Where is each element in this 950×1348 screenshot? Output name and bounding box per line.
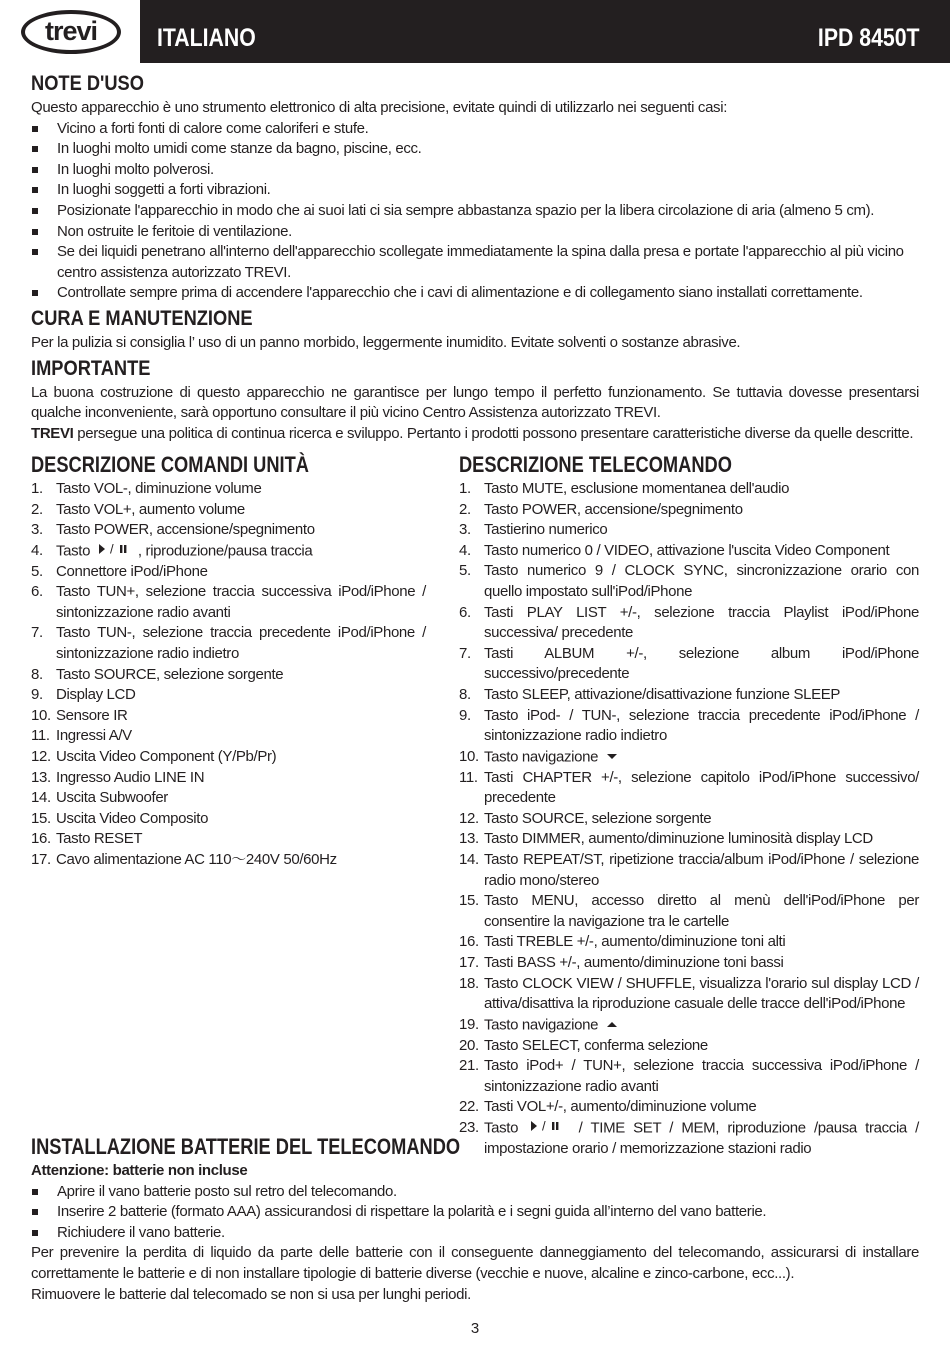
item-text: Tasto CLOCK VIEW / SHUFFLE, visualizza l'orario sul display LCD / attiva/disattiva la riproduzione casuale delle tracce dell'iPod/iPhone — [484, 974, 919, 1013]
list-item — [459, 1097, 919, 1118]
cura-text: Per la pulizia si consiglia l’ uso di un panno morbido, leggermente inumidito. Evitate solventi o sostanze abrasive. — [31, 333, 741, 351]
item-number: 5. — [459, 562, 471, 580]
item-text: Tasto VOL+, aumento volume — [56, 500, 245, 518]
item-text: Uscita Video Composito — [56, 809, 209, 827]
item-text: Tasto TUN+, selezione traccia successiva iPod/iPhone / sintonizzazione radio avanti — [56, 583, 426, 621]
importante-text-2-body: persegue una politica di continua ricerca e sviluppo. Pertanto i prodotti possono presentare caratteristiche diverse da quelle descritte. — [73, 424, 914, 442]
logo-text: trevi — [44, 15, 98, 46]
list-item — [459, 1015, 919, 1036]
list-item — [31, 850, 426, 871]
item-number: 6. — [31, 583, 43, 601]
item-text: Tasto iPod- / TUN-, selezione traccia precedente iPod/iPhone / sintonizzazione radio indietro — [484, 706, 919, 745]
list-item — [31, 562, 426, 583]
list-item — [459, 974, 919, 1015]
item-number: 15. — [31, 809, 51, 827]
list-item — [459, 541, 919, 562]
list-item: Richiudere il vano batterie. — [31, 1223, 919, 1244]
list-item — [31, 665, 426, 686]
item-text: Ingresso Audio LINE IN — [56, 768, 205, 786]
item-number: 21. — [459, 1057, 479, 1075]
item-number: 10. — [31, 706, 51, 724]
battery-warning: Attenzione: batterie non incluse — [31, 1162, 248, 1179]
list-item — [31, 706, 426, 727]
list-item: Posizionate l'apparecchio in modo che ai suoi lati ci sia sempre abbastanza spazio per la libera circolazione di aria (almeno 5 cm). — [31, 201, 919, 222]
unit-controls-column — [31, 451, 426, 871]
list-item: Aprire il vano batterie posto sul retro del telecomando. — [31, 1182, 919, 1203]
item-number: 7. — [31, 624, 43, 642]
item-text: Tasto REPEAT/ST, ripetizione traccia/album iPod/iPhone / selezione radio mono/stereo — [484, 850, 919, 889]
item-text: Tasti BASS +/-, aumento/diminuzione toni bassi — [484, 953, 784, 971]
item-number: 18. — [459, 974, 479, 992]
item-number: 8. — [459, 685, 471, 703]
list-item — [459, 747, 919, 768]
item-number: 10. — [459, 747, 479, 765]
list-item — [459, 685, 919, 706]
item-text: Tasto TUN-, selezione traccia precedente iPod/iPhone / sintonizzazione radio indietro — [56, 624, 426, 663]
item-text: Tasto POWER, accensione/spegnimento — [56, 521, 315, 539]
section-title-note-uso: NOTE D'USO — [31, 72, 144, 95]
importante-text: La buona costruzione di questo apparecchio ne garantisce per lungo tempo il perfetto funzionamento. Se tuttavia dovesse presentarsi qualche inconveniente, sarà opportuno consultare il più vicino Centro Assistenza autorizzato TREVI. — [31, 383, 919, 422]
item-text: Connettore iPod/iPhone — [56, 562, 208, 580]
item-number: 4. — [459, 541, 471, 559]
svg-text:/: / — [109, 542, 114, 555]
item-text-prefix: Tasto navigazione — [484, 747, 602, 765]
item-text: Tasto SOURCE, selezione sorgente — [56, 665, 284, 683]
item-number: 6. — [459, 603, 471, 621]
item-number: 14. — [31, 789, 51, 807]
page-number: 3 — [470, 1320, 480, 1337]
item-number: 5. — [31, 562, 43, 580]
section-title-batterie: INSTALLAZIONE BATTERIE DEL TELECOMANDO — [31, 1134, 461, 1159]
item-text: Cavo alimentazione AC 110～240V 50/60Hz — [56, 850, 337, 868]
item-number: 23. — [459, 1118, 479, 1136]
item-text: Tasto SOURCE, selezione sorgente — [484, 809, 712, 827]
list-item — [459, 520, 919, 541]
item-number: 1. — [459, 480, 471, 497]
section-title-telecomando: DESCRIZIONE TELECOMANDO — [459, 452, 732, 477]
importante-text-2 — [31, 424, 919, 445]
section-title-importante: IMPORTANTE — [31, 356, 151, 380]
battery-section — [31, 1133, 919, 1305]
list-item: Inserire 2 batterie (formato AAA) assicurandosi di rispettare la polarità e i segni guida all’interno del vano batterie. — [31, 1202, 919, 1223]
list-item — [459, 953, 919, 974]
list-item: In luoghi soggetti a forti vibrazioni. — [31, 180, 919, 201]
item-text: Tasto SLEEP, attivazione/disattivazione funzione SLEEP — [484, 685, 841, 703]
item-number: 17. — [31, 850, 51, 868]
item-text-prefix: Tasto navigazione — [484, 1015, 602, 1033]
list-item — [459, 809, 919, 830]
list-item — [459, 850, 919, 891]
item-text: Tasti CHAPTER +/-, selezione capitolo iPod/iPhone successivo/ precedente — [484, 768, 919, 807]
list-item — [31, 582, 426, 623]
list-item — [31, 829, 426, 850]
item-number: 13. — [31, 768, 51, 786]
list-item — [31, 747, 426, 768]
list-item — [31, 500, 426, 521]
list-item — [31, 685, 426, 706]
item-text: Display LCD — [56, 686, 136, 704]
unit-controls-list — [31, 479, 426, 871]
remote-controls-column — [459, 451, 919, 1159]
top-content — [31, 68, 919, 444]
item-text: Tasto DIMMER, aumento/diminuzione luminosità display LCD — [484, 830, 873, 848]
list-item: In luoghi molto umidi come stanze da bagno, piscine, ecc. — [31, 139, 919, 160]
item-number: 22. — [459, 1098, 479, 1116]
list-item — [31, 768, 426, 789]
list-item — [31, 479, 426, 500]
svg-text:/: / — [542, 1119, 546, 1132]
list-item: Non ostruite le feritoie di ventilazione. — [31, 222, 919, 243]
item-number: 12. — [459, 809, 479, 827]
item-number: 4. — [31, 541, 43, 559]
item-number: 14. — [459, 850, 479, 868]
list-item — [459, 932, 919, 953]
arrow-up-icon — [605, 1015, 619, 1036]
list-item — [459, 479, 919, 500]
item-text: Tasto MUTE, esclusione momentanea dell'audio — [484, 480, 790, 497]
item-text: Tasto VOL-, diminuzione volume — [56, 480, 262, 497]
item-text: Ingressi A/V — [56, 727, 132, 745]
list-item — [459, 1056, 919, 1097]
list-item — [459, 768, 919, 809]
item-number: 9. — [459, 706, 471, 724]
item-text: Tasto iPod+ / TUN+, selezione traccia successiva iPod/iPhone / sintonizzazione radio avanti — [484, 1057, 919, 1095]
item-text: Tasto MENU, accesso diretto al menù dell'iPod/iPhone per consentire la navigazione tra le cartelle — [484, 892, 919, 930]
item-number: 2. — [31, 500, 43, 518]
item-number: 17. — [459, 953, 479, 971]
list-item — [31, 623, 426, 664]
list-item — [459, 500, 919, 521]
play-pause-icon — [97, 541, 135, 562]
list-item — [459, 829, 919, 850]
item-text: Tasti PLAY LIST +/-, selezione traccia Playlist iPod/iPhone successiva/ precedente — [484, 603, 919, 642]
note-uso-list — [31, 119, 919, 304]
language-label: ITALIANO — [157, 24, 256, 52]
item-text: Tasto SELECT, conferma selezione — [484, 1036, 708, 1054]
list-item: In luoghi molto polverosi. — [31, 160, 919, 181]
item-number: 3. — [459, 521, 471, 539]
list-item — [459, 561, 919, 602]
brand-logo-area — [0, 0, 140, 63]
list-item — [31, 788, 426, 809]
section-title-unita: DESCRIZIONE COMANDI UNITÀ — [31, 452, 309, 477]
item-text-prefix: Tasto — [56, 542, 94, 560]
item-text: Tasti ALBUM +/-, selezione album iPod/iPhone successivo/precedente — [484, 644, 919, 683]
item-text: Tasto numerico 9 / CLOCK SYNC, sincronizzazione orario con quello impostato sull'iPod/iPhone — [484, 562, 919, 600]
item-number: 12. — [31, 747, 51, 765]
trevi-logo — [21, 10, 121, 54]
brand-name: TREVI — [31, 424, 74, 442]
item-text: Uscita Video Component (Y/Pb/Pr) — [56, 747, 277, 765]
item-number: 3. — [31, 521, 43, 539]
arrow-down-icon — [605, 747, 619, 768]
list-item: Se dei liquidi penetrano all'interno dell'apparecchio scollegate immediatamente la spina dalla presa e portate l'apparecchio al più vicino centro assistenza autorizzato TREVI. — [31, 242, 919, 283]
list-item — [459, 644, 919, 685]
item-number: 7. — [459, 644, 471, 662]
item-number: 8. — [31, 665, 43, 683]
list-item — [459, 1036, 919, 1057]
list-item: Controllate sempre prima di accendere l'apparecchio che i cavi di alimentazione e di collegamento siano installati correttamente. — [31, 283, 919, 304]
list-item — [459, 891, 919, 932]
item-text-prefix: Tasto — [484, 1119, 527, 1137]
list-item — [31, 541, 426, 562]
item-number: 2. — [459, 500, 471, 518]
item-text: Tastierino numerico — [484, 521, 608, 539]
list-item — [459, 603, 919, 644]
item-text: Sensore IR — [56, 706, 128, 724]
item-text: / TIME SET / MEM, riproduzione /pausa traccia / impostazione orario / memorizzazione stazioni radio — [484, 1119, 919, 1157]
item-text: Uscita Subwoofer — [56, 789, 168, 807]
item-text: Tasti TREBLE +/-, aumento/diminuzione toni alti — [484, 933, 786, 951]
item-text: , riproduzione/pausa traccia — [137, 542, 313, 560]
item-number: 16. — [31, 830, 51, 848]
remote-controls-list — [459, 479, 919, 1159]
page-header — [0, 0, 950, 63]
item-number: 13. — [459, 830, 479, 848]
item-number: 11. — [459, 768, 478, 786]
item-text: Tasto RESET — [56, 830, 143, 848]
list-item — [31, 726, 426, 747]
item-number: 20. — [459, 1036, 479, 1054]
battery-text: Per prevenire la perdita di liquido da parte delle batterie con il conseguente danneggiamento del telecomando, assicurarsi di installare correttamente le batterie e di non installare tipologie di batterie diverse (vecchie e nuove, alcaline e zinco-carbone, ecc...). — [31, 1244, 919, 1282]
item-text: Tasti VOL+/-, aumento/diminuzione volume — [484, 1098, 757, 1116]
list-item: Vicino a forti fonti di calore come caloriferi e stufe. — [31, 119, 919, 140]
list-item — [31, 809, 426, 830]
note-uso-intro: Questo apparecchio è uno strumento elettronico di alta precisione, evitate quindi di utilizzarlo nei seguenti casi: — [31, 99, 728, 116]
header-bar — [140, 0, 950, 63]
item-number: 11. — [31, 727, 50, 745]
section-title-cura: CURA E MANUTENZIONE — [31, 306, 253, 330]
item-number: 16. — [459, 933, 479, 951]
list-item — [31, 520, 426, 541]
item-number: 15. — [459, 892, 479, 910]
list-item — [459, 706, 919, 747]
item-text: Tasto numerico 0 / VIDEO, attivazione l'uscita Video Component — [484, 541, 890, 559]
item-number: 1. — [31, 480, 43, 497]
item-text: Tasto POWER, accensione/spegnimento — [484, 500, 743, 518]
battery-text-2: Rimuovere le batterie dal telecomado se non si usa per lunghi periodi. — [31, 1285, 471, 1303]
model-label: IPD 8450T — [818, 24, 920, 52]
item-number: 9. — [31, 686, 43, 704]
item-number: 19. — [459, 1015, 479, 1033]
